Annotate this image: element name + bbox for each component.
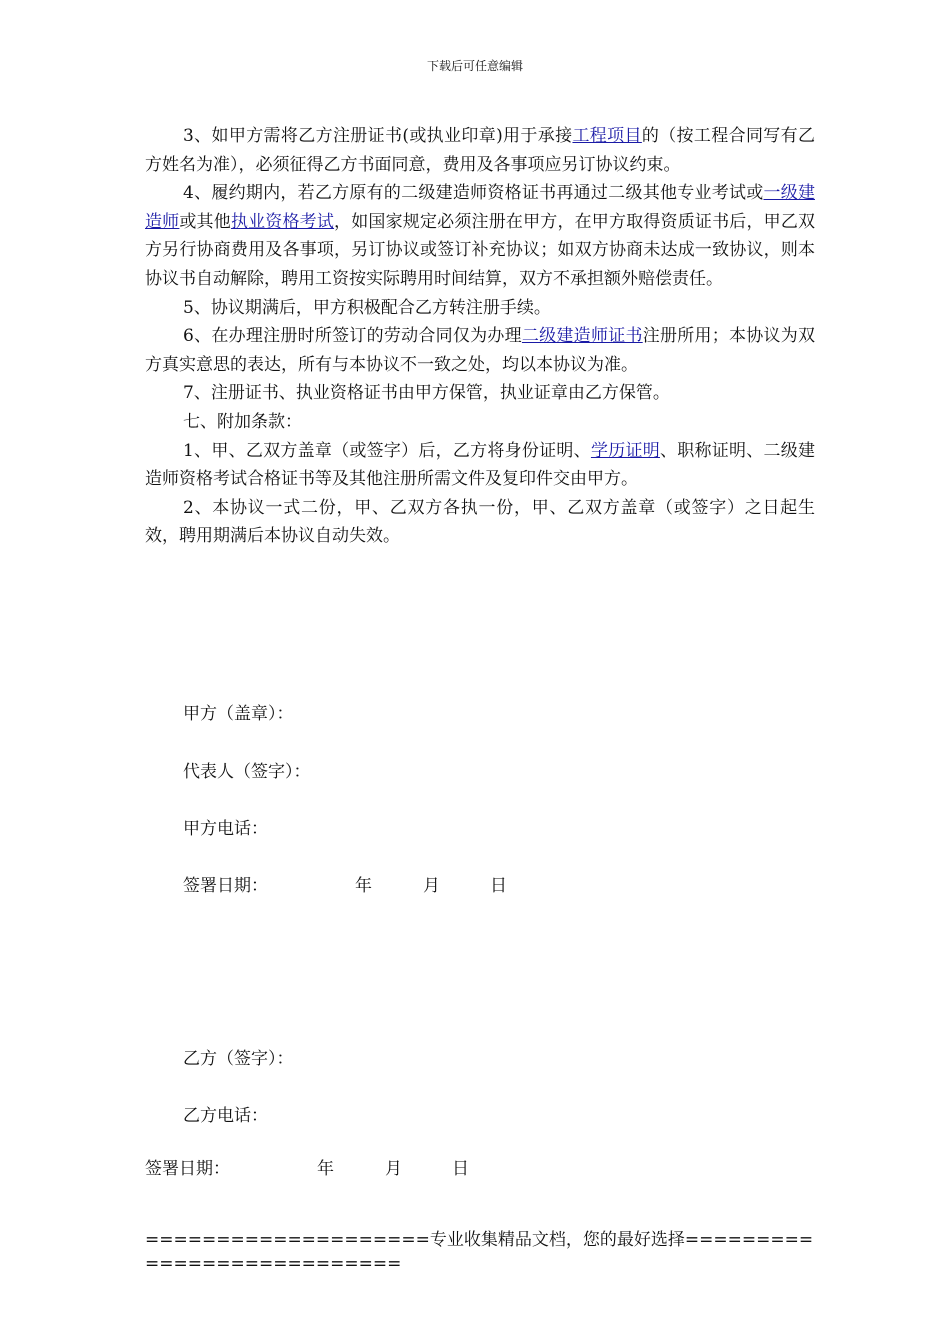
clause-3-text-2: 的（按工程合同写有乙方姓名为准），必须征得乙方书面同意，费用及各事项应另订协议约束。 — [145, 126, 815, 175]
party-b-date-label: 签署日期： — [145, 1159, 230, 1179]
section-7-heading: 七、附加条款： — [183, 411, 302, 432]
party-a-date-day: 日 — [490, 876, 507, 896]
clause-6-text: 6、在办理注册时所签订的劳动合同仅为办理 — [183, 326, 522, 347]
clause-4-text: 4、履约期内，若乙方原有的二级建造师资格证书再通过二级其他专业考试或 — [183, 183, 764, 204]
page-header: 下载后可任意编辑 — [426, 59, 523, 73]
party-b-date-month: 月 — [385, 1159, 402, 1179]
party-b-date-day: 日 — [452, 1159, 469, 1179]
additional-clause-1-text: 1、甲、乙双方盖章（或签字）后，乙方将身份证明、 — [183, 440, 591, 461]
additional-clause-2: 2、本协议一式二份，甲、乙双方各执一份，甲、乙双方盖章（或签字）之日起生效，聘用期满后本协议自动失效。 — [145, 497, 815, 547]
party-a-phone-label: 甲方电话： — [183, 819, 268, 839]
additional-clause-1 — [145, 437, 815, 494]
clause-3-text: 3、如甲方需将乙方注册证书(或执业印章)用于承接 — [183, 126, 573, 146]
clause-7: 7、注册证书、执业资格证书由甲方保管，执业证章由乙方保管。 — [183, 383, 670, 404]
clause-6 — [145, 322, 815, 379]
clause-4-text-2: 或其他 — [179, 211, 231, 232]
additional-clause-1-text-2: 、职称证明、二级建造师资格考试合格证书等及其他注册所需文件及复印件交由甲方。 — [145, 440, 816, 490]
footer-banner: ====================专业收集精品文档，您的最好选择=====================​====== — [145, 1230, 814, 1274]
clause-4-text-3: ，如国家规定必须注册在甲方，在甲方取得资质证书后，甲乙双方另行协商费用及各事项，另订协议或签订补充协议；如双方协商未达成一致协议，则本协议书自动解除，聘用工资按实际聘用时间结算，双方不承担额外赔偿责任。 — [145, 211, 816, 289]
link-engineering-project[interactable]: 工程项目 — [572, 126, 642, 146]
clause-4 — [145, 179, 815, 293]
link-first-class-constructor[interactable]: 一级建造师 — [145, 183, 815, 232]
link-second-class-certificate[interactable]: 二级建造师证书 — [521, 326, 643, 347]
party-a-date-month: 月 — [423, 876, 440, 896]
party-a-seal-label: 甲方（盖章）： — [183, 704, 294, 724]
clause-5: 5、协议期满后，甲方积极配合乙方转注册手续。 — [183, 297, 551, 318]
clause-6-text-2: 注册所用；本协议为双方真实意思的表达，所有与本协议不一致之处，均以本协议为准。 — [145, 326, 816, 375]
party-b-phone-label: 乙方电话： — [183, 1106, 268, 1126]
party-a-date-year: 年 — [355, 876, 372, 896]
party-b-date-year: 年 — [317, 1159, 334, 1179]
clause-3 — [145, 122, 815, 179]
link-qualification-exam[interactable]: 执业资格考试 — [230, 211, 335, 232]
link-education-proof[interactable]: 学历证明 — [590, 440, 660, 461]
representative-sign-label: 代表人（签字）： — [183, 762, 311, 782]
document-body — [145, 122, 815, 551]
party-a-date-label: 签署日期： — [183, 876, 268, 896]
party-b-sign-label: 乙方（签字）： — [183, 1049, 294, 1069]
